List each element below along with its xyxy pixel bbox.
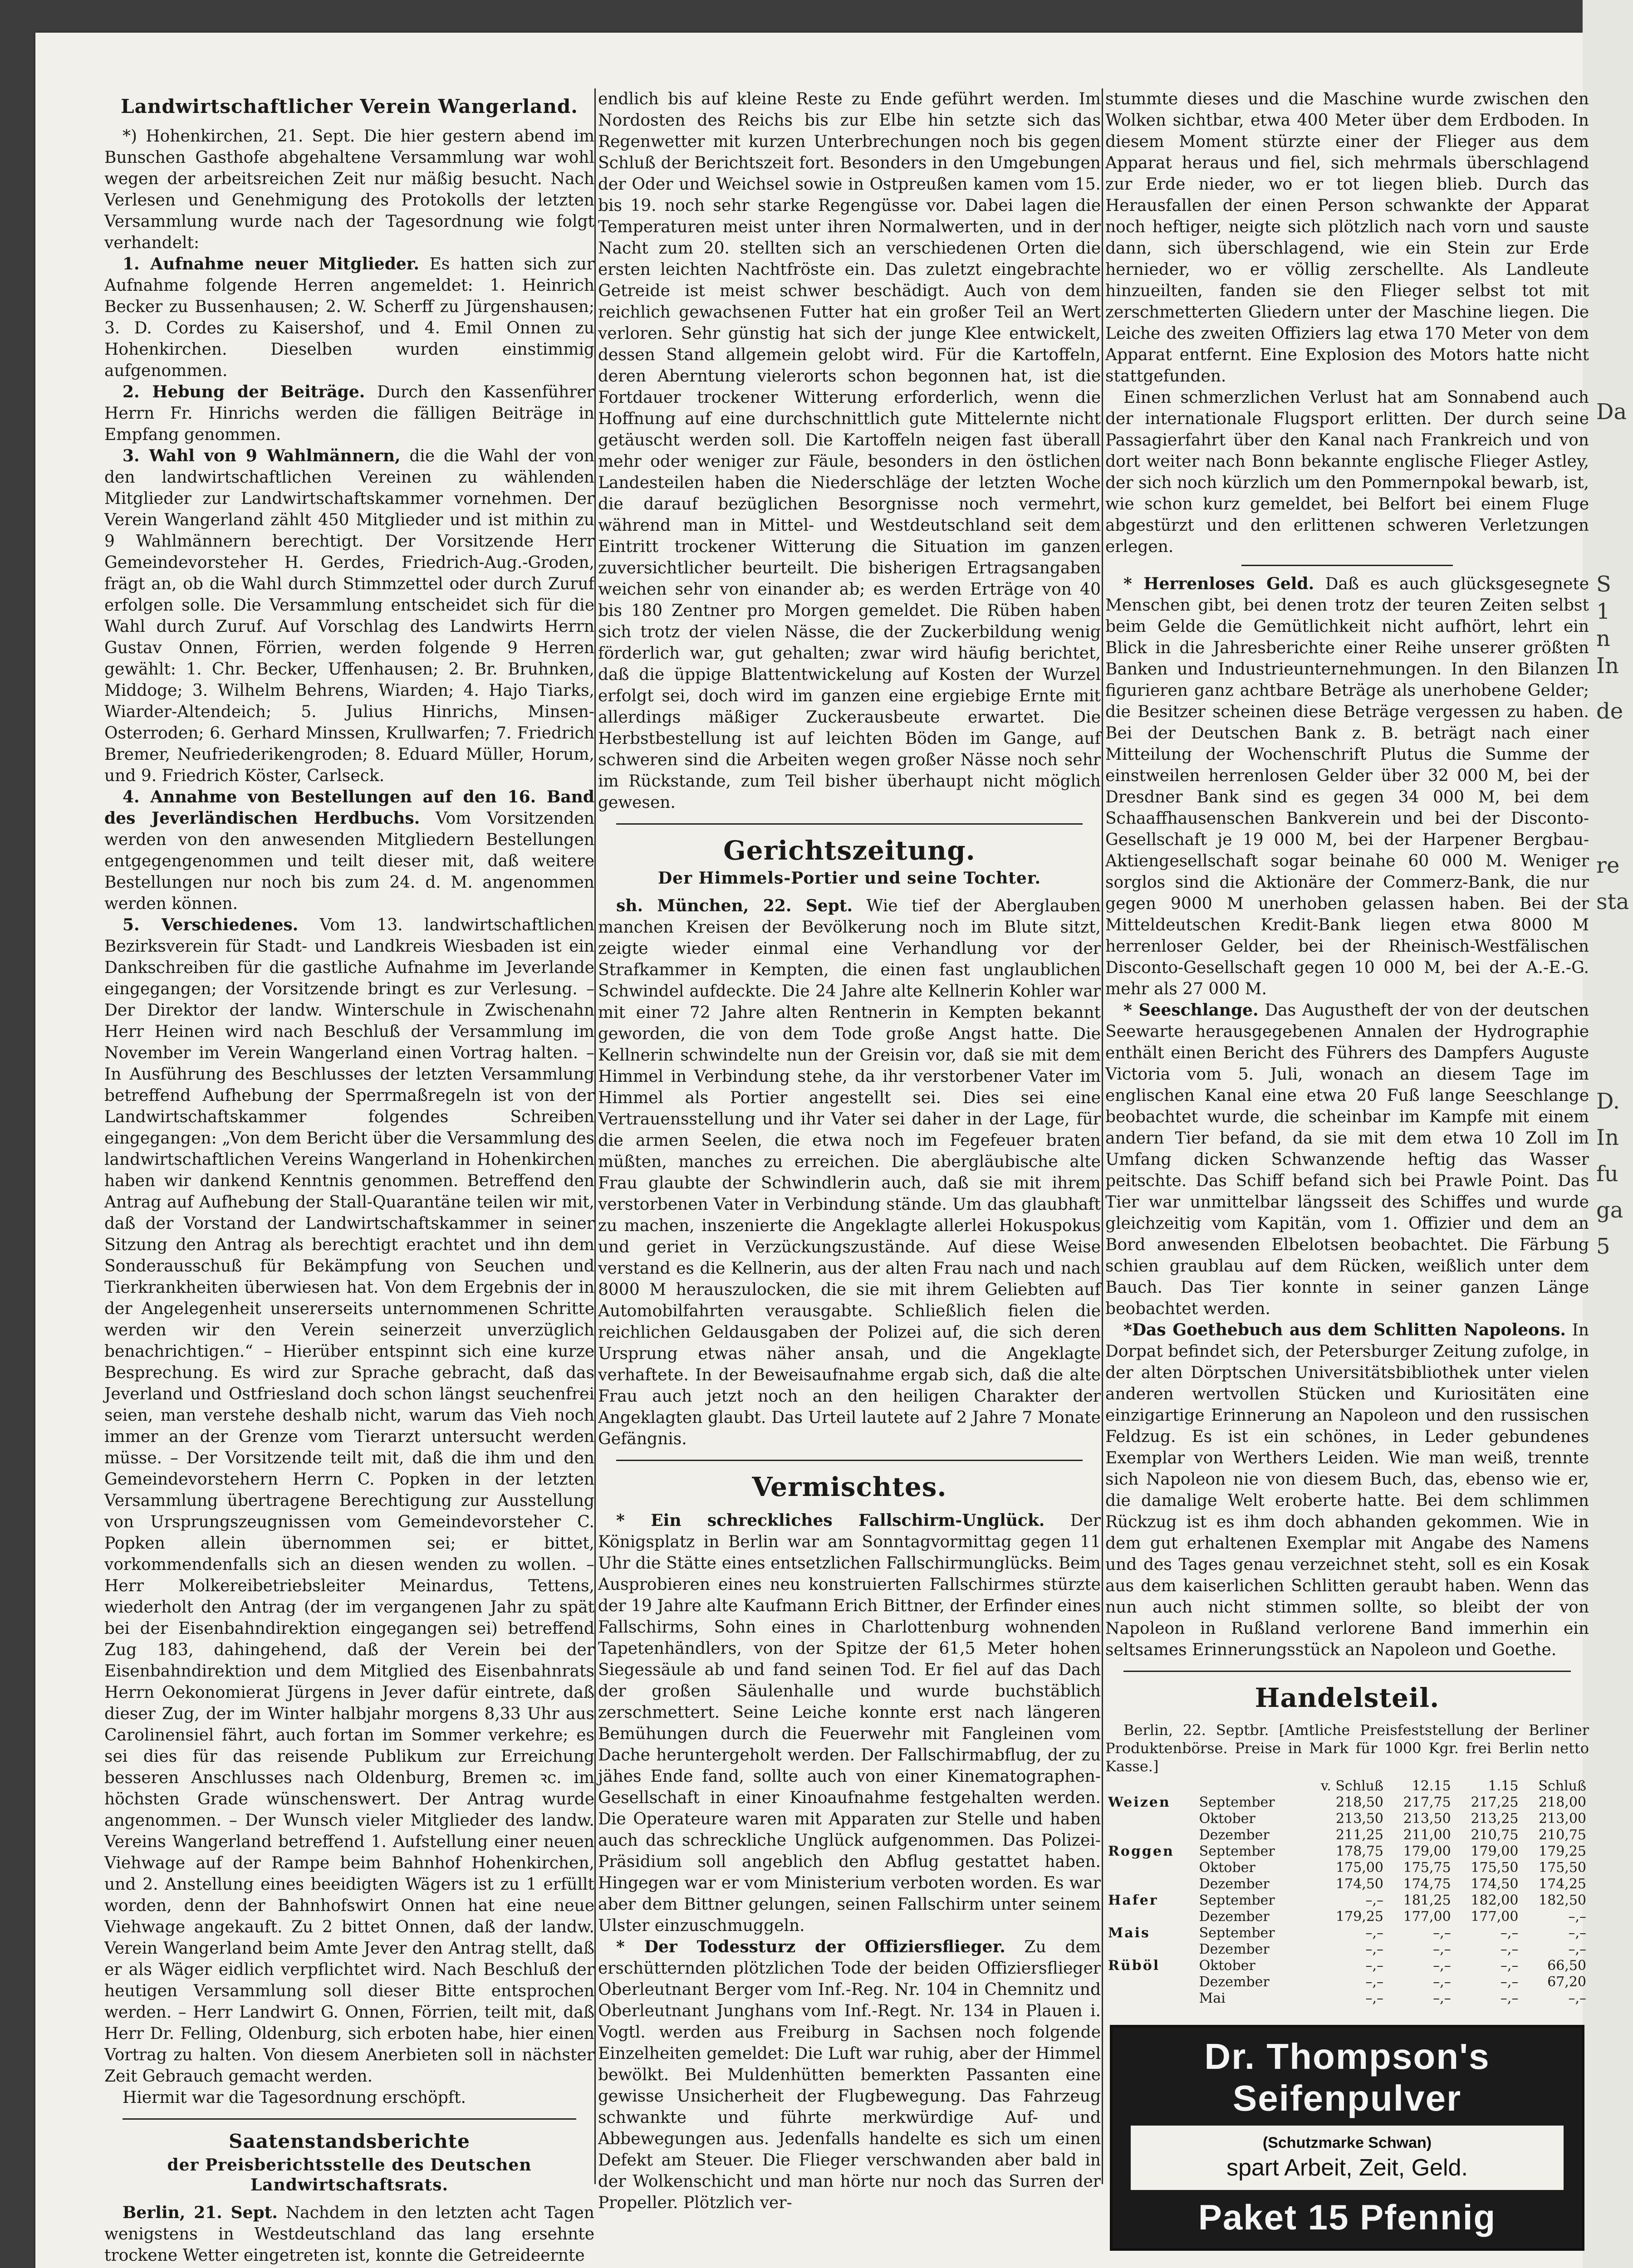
dateline: Berlin, 21. Sept. bbox=[123, 2203, 278, 2222]
agenda-item-title: 4. Annahme von Bestellungen auf den 16. Band des Jeverländischen Herdbuchs. bbox=[104, 787, 594, 828]
price-cell: –,– bbox=[1433, 1974, 1451, 1990]
column-header: 1.15 bbox=[1488, 1778, 1519, 1794]
price-cell: 179,00 bbox=[1471, 1843, 1519, 1859]
price-cell: –,– bbox=[1433, 1990, 1451, 2006]
edge-fragment: 1 bbox=[1596, 599, 1610, 624]
article-continuation: stummte dieses und die Maschine wurde zwischen den Wolken sichtbar, etwa 400 Meter über dem Erdboden. In diesem Moment stürzte einer der Flieger aus dem Apparat heraus und fiel, sich mehrmals überschlagend zur Erde nieder, wo er tot liegen blieb. Durch das Herausfallen der einen Person schwankte der Apparat noch heftiger, neigte sich plötzlich nach vorn und sauste dann, sich überschlagend, wie ein Stein zur Erde hernieder, wo er völlig zerschellte. Als Landleute hinzueilten, fanden sie den Flieger selbst tot mit zerschmetterten Gliedern unter der Maschine liegen. Die Leiche des zweiten Offiziers lag etwa 170 Meter von dem Apparat entfernt. Eine Explosion des Motors hatte nicht stattgefunden. bbox=[1105, 90, 1589, 386]
price-cell: 213,50 bbox=[1336, 1811, 1384, 1827]
agenda-item bbox=[104, 445, 594, 787]
news-item-text: Daß es auch glücksgesegnete Menschen gibt, bei denen trotz der teuren Zeiten selbst beim Gelde die Gemütlichkeit nicht aufhört, lehrt ein Blick in die Jahresberichte einer Reihe unserer größten Banken und Industrieunternehmungen. In den Bilanzen figurieren ganz achtbare Beträge als unerhobene Gelder; die Besitzer scheinen diese Beträge vergessen zu haben. Bei der Deutschen Bank z. B. beträgt nach einer Mitteilung der Wochenschrift Plutus die Summe der einstweilen herrenlosen Gelder über 32 000 M, bei der Dresdner Bank sind es gegen 34 000 M, bei dem Schaaffhausenschen Bankverein und bei der Disconto-Gesellschaft je 19 000 M, bei der Harpener Bergbau-Aktiengesellschaft sogar beinahe 60 000 M. Weniger sorglos sind die Aktionäre der Commerz-Bank, die nur gegen 9000 M unerhoben gelassen haben. Bei der Mitteldeutschen Kredit-Bank liegen etwa 8000 M herrenloser Gelder, bei der Rheinisch-Westfälischen Disconto-Gesellschaft gegen 10 000 M, bei der A.-E.-G. mehr als 27 000 M. bbox=[1105, 575, 1589, 998]
news-item-title: *Das Goethebuch aus dem Schlitten Napoleons. bbox=[1123, 1320, 1566, 1339]
price-cell: 182,00 bbox=[1471, 1892, 1519, 1908]
edge-fragment: Da bbox=[1596, 399, 1627, 425]
price-cell: 213,25 bbox=[1471, 1811, 1519, 1827]
edge-fragment: de bbox=[1596, 699, 1623, 724]
month-cell: Dezember bbox=[1199, 1876, 1270, 1892]
advertisement bbox=[1110, 2025, 1584, 2251]
news-item bbox=[598, 1510, 1101, 1936]
table-row bbox=[1105, 1958, 1589, 1974]
news-item-text: Der Königsplatz in Berlin war am Sonntagvormittag gegen 11 Uhr die Stätte eines entsetzlichen Fallschirmunglücks. Beim Ausprobieren eines neu konstruierten Fallschirmes stürzte der 19 Jahre alte Kaufmann Erich Bittner, der Erfinder eines Fallschirms, Sohn eines in Charlottenburg wohnenden Tapetenhändlers, von der Spitze der 61,5 Meter hohen Siegessäule ab und fand seinen Tod. Er fiel auf das Dach der großen Säulenhalle und wurde buchstäblich zerschmettert. Seine Leiche konnte erst nach längeren Bemühungen durch die Feuerwehr mit Fangleinen vom Dache heruntergeholt werden. Der Fallschirmabflug, der zu jähes Ende fand, sollte auch von einer Kinematographen-Gesellschaft in einer Kinoaufnahme festgehalten werden. Die Operateure waren mit Apparaten zur Stelle und haben auch das schreckliche Unglück aufgenommen. Das Polizei-Präsidium soll angeblich den Abflug gestattet haben. Hingegen war er vom Ministerium verboten worden. Es war aber dem Bittner gelungen, seinen Fallschirm unter seinem Ulster einzuschmuggeln. bbox=[598, 1511, 1101, 1935]
column-header: 12.15 bbox=[1412, 1778, 1451, 1794]
edge-fragment: D. bbox=[1596, 1089, 1620, 1114]
month-cell: Dezember bbox=[1199, 1941, 1270, 1957]
agenda-item bbox=[104, 787, 594, 914]
edge-fragment: fu bbox=[1596, 1161, 1618, 1187]
agenda-closing-text: Hiermit war die Tagesordnung erschöpft. bbox=[123, 2088, 466, 2107]
table-row bbox=[1105, 1990, 1589, 2007]
agenda-item-title: 5. Verschiedenes. bbox=[123, 915, 299, 934]
table-row bbox=[1105, 1843, 1589, 1860]
commodity-cell bbox=[1105, 1941, 1197, 1958]
section-subheading: der Preisberichtsstelle des Deutschen Landwirtschaftsrats. bbox=[167, 2156, 532, 2195]
commodity-cell: Roggen bbox=[1108, 1843, 1174, 1859]
table-row bbox=[1105, 1876, 1589, 1892]
price-cell: 174,25 bbox=[1539, 1876, 1586, 1892]
column-3 bbox=[1105, 88, 1589, 2248]
edge-fragment: sta bbox=[1596, 889, 1629, 914]
price-cell: 179,00 bbox=[1403, 1843, 1451, 1859]
ad-slogan: spart Arbeit, Zeit, Geld. bbox=[1226, 2155, 1468, 2181]
table-row bbox=[1105, 1811, 1589, 1827]
price-cell: 210,75 bbox=[1471, 1827, 1519, 1843]
commodity-cell: Mais bbox=[1108, 1925, 1150, 1941]
commodity-cell bbox=[1105, 1860, 1197, 1876]
edge-fragment: n bbox=[1596, 626, 1610, 651]
table-row bbox=[1105, 1925, 1589, 1941]
price-cell: 177,00 bbox=[1471, 1909, 1519, 1925]
price-cell: –,– bbox=[1568, 1941, 1586, 1957]
news-item-text: Das Augustheft der von der deutschen Seewarte herausgegebenen Annalen der Hydrographie enthält einen Bericht des Führers des Dampfers Auguste Victoria vom 5. Juli, wonach an diesem Tage im englischen Kanal eine etwa 20 Fuß lange Seeschlange beobachtet wurde, die scheinbar im Kampfe mit einem andern Tier befand, da sie mit dem etwa 10 Zoll im Umfang dicken Schwanzende heftig das Wasser peitschte. Das Schiff befand sich bei Prawle Point. Das Tier war unmittelbar längsseit des Schiffes und wurde gleichzeitig vom Kapitän, vom 1. Offizier und dem an Bord anwesenden Elbelotsen beobachtet. Die Färbung schien graublau auf dem Rücken, weißlich unter dem Bauch. Das Tier konnte in seiner ganzen Länge beobachtet werden. bbox=[1105, 1001, 1589, 1318]
news-item-text: In Dorpat befindet sich, der Petersburger Zeitung zufolge, in der alten Dörptschen Universitätsbibliothek unter vielen anderen wertvollen Stücken und Kuriositäten eine einzigartige Erinnerung an Napoleon und den russischen Feldzug. Es ist ein schönes, in Leder gebundenes Exemplar von Werthers Leiden. Wie man weiß, trennte sich Napoleon nie von diesem Buch, das, ebenso wie er, die damalige Welt eroberte hatte. Bei dem schlimmen Rückzug ist es ihm doch abhanden gekommen. Wie in dem gut erhaltenen Exemplar mit Angabe des Namens und des Tages genau verzeichnet steht, soll es ein Kosak aus dem kaiserlichen Schlitten geraubt haben. Wenn das nun auch nicht stimmen sollte, so bleibt der von Napoleon in Rußland verlorene Band immerhin ein seltsames Erinnerungsstück an Napoleon und Goethe. bbox=[1105, 1321, 1589, 1659]
news-item-text: Zu dem erschütternden plötzlichen Tode der beiden Offiziersflieger Oberleutnant Berger vom Inf.-Reg. Nr. 104 in Chemnitz und Oberleutnant Junghans vom Inf.-Regt. Nr. 134 in Plauen i. Vogtl. werden aus Freiburg in Sachsen noch folgende Einzelheiten gemeldet: Die Luft war ruhig, aber der Himmel bewölkt. Bei Muldenhütten bemerkten Passanten eine gewisse Unsicherheit der Flugbewegung. Das Fahrzeug schwankte und führte merkwürdige Auf- und Abbewegungen aus. Jedenfalls handelte es sich um einen Defekt am Steuer. Die Flieger verschwanden aber bald in der Wolkenschicht und man hörte nur noch das Surren der Propeller. Plötzlich ver- bbox=[598, 1938, 1101, 2212]
agenda-closing bbox=[104, 2087, 594, 2108]
price-cell: 213,00 bbox=[1539, 1811, 1586, 1827]
price-cell: 211,25 bbox=[1336, 1827, 1384, 1843]
price-cell: –,– bbox=[1365, 1974, 1384, 1990]
section-rule bbox=[1123, 1671, 1571, 1672]
table-row bbox=[1105, 1941, 1589, 1958]
price-cell: 178,75 bbox=[1336, 1843, 1384, 1859]
month-cell: Oktober bbox=[1199, 1811, 1255, 1827]
price-cell: –,– bbox=[1500, 1974, 1519, 1990]
edge-fragment: 5 bbox=[1596, 1234, 1610, 1259]
column-1 bbox=[104, 88, 595, 2265]
agenda-item-text: Vom 13. landwirtschaftlichen Bezirksverein für Stadt- und Landkreis Wiesbaden ist ein Dankschreiben für die gastliche Aufnahme im Jeverlande eingegangen; der Vorsitzende bringt es zur Verlesung. – Der Direktor der landw. Winterschule in Zwischenahn Herr Heinen wird nach Beschluß der Versammlung im November im Verein Wangerland einen Vortrag halten. – In Ausführung des Beschlusses der letzten Versammlung betreffend Aufhebung der Sperrmaßregeln ist von der Landwirtschaftskammer folgendes Schreiben eingegangen: „Von dem Bericht über die Versammlung des landwirtschaftlichen Vereins Wangerland in Hohenkirchen haben wir dankend Kenntnis genommen. Betreffend den Antrag auf Aufhebung der Stall-Quarantäne teilen wir mit, daß der Vorstand der Landwirtschaftskammer in seiner Sitzung den Antrag als berechtigt erachtet und ihn dem Sonderausschuß für Bekämpfung von Seuchen und Tierkrankheiten überwiesen hat. Von dem Ergebnis der in der Angelegenheit unsererseits unternommenen Schritte werden wir den Verein seinerzeit unverzüglich benachrichtigen.“ – Hierüber entspinnt sich eine kurze Besprechung. Es wird zur Sprache gebracht, daß das Jeverland und Ostfriesland doch schon längst seuchenfrei seien, man verstehe deshalb nicht, warum das Vieh noch immer an der Grenze vom Tierarzt untersucht werden müsse. – Der Vorsitzende teilt mit, daß die ihm und den Gemeindevorstehern Herrn C. Popken in der letzten Versammlung übertragene Berechtigung zur Ausstellung von Ursprungszeugnissen vom Gemeindevorsteher C. Popken allein übernommen sei; er bittet, vorkommendenfalls sich an diesen wenden zu wollen. – Herr Molkereibetriebsleiter Meinardus, Tettens, wiederholt den Antrag (der im vergangenen Jahr zu spät bei der Eisenbahndirektion eingegangen sei) betreffend Zug 183, dahingehend, daß der Verein bei der Eisenbahndirektion und dem Mitglied des Eisenbahnrats Herrn Oekonomierat Jürgens in Jever dafür eintrete, daß dieser Zug, der im Winter halbjahr morgens 8,33 Uhr aus Carolinensiel fährt, auch fortan im Sommer verkehre; es sei dies für das reisende Publikum zur Erreichung besseren Anschlusses nach Oldenburg, Bremen ꝛc. im höchsten Grade wünschenswert. Der Antrag wurde angenommen. – Der Wunsch vieler Mitglieder des landw. Vereins Wangerland betreffend 1. Aufstellung einer neuen Viehwage auf der Rampe beim Bahnhof Hohenkirchen, und 2. Anstellung eines beeidigten Wägers ist zu 1 erfüllt worden, denn der Bahnhofswirt Onnen hat eine neue Viehwage angekauft. Zu 2 bittet Onnen, daß der landw. Verein Wangerland beim Amte Jever den Antrag stellt, daß er als Wäger eidlich verpflichtet wird. Nach Beschluß der heutigen Versammlung soll dieser Bitte entsprochen werden. – Herr Landwirt G. Onnen, Förrien, teilt mit, daß Herr Dr. Felling, Oldenburg, sich erboten habe, hier einen Vortrag zu halten. Von diesem Anerbieten soll in nächster Zeit Gebrauch gemacht werden. bbox=[104, 916, 594, 2086]
price-cell: 182,50 bbox=[1539, 1892, 1586, 1908]
commodity-cell: Rüböl bbox=[1108, 1958, 1160, 1974]
commodity-cell: Weizen bbox=[1108, 1794, 1171, 1810]
month-cell: September bbox=[1199, 1925, 1275, 1941]
commodity-cell bbox=[1105, 1827, 1197, 1843]
table-row bbox=[1105, 1909, 1589, 1925]
column-rule bbox=[1102, 88, 1103, 2184]
price-cell: –,– bbox=[1365, 1925, 1384, 1941]
market-table-body bbox=[1105, 1794, 1589, 2007]
commodity-cell: Hafer bbox=[1108, 1892, 1158, 1908]
agenda-item-text: Vom Vorsitzenden werden von den anwesenden Mitgliedern Bestellungen entgegengenommen und teilt dieser mit, daß weitere Bestellungen nur noch bis zum 24. d. M. angenommen werden können. bbox=[104, 809, 594, 913]
news-item-title: * Herrenloses Geld. bbox=[1123, 574, 1314, 593]
month-cell: Mai bbox=[1199, 1990, 1226, 2006]
price-cell: –,– bbox=[1365, 1941, 1384, 1957]
news-item-title: * Ein schreckliches Fallschirm-Unglück. bbox=[616, 1511, 1045, 1530]
price-cell: 174,50 bbox=[1471, 1876, 1519, 1892]
price-cell: –,– bbox=[1500, 1958, 1519, 1974]
price-cell: 175,00 bbox=[1336, 1860, 1384, 1876]
price-cell: 66,50 bbox=[1547, 1958, 1586, 1974]
month-cell: Dezember bbox=[1199, 1909, 1270, 1925]
market-intro: Berlin, 22. Septbr. [Amtliche Preisfeststellung der Berliner Produktenbörse. Preise in Mark für 1000 Kgr. frei Berlin netto Kasse.] bbox=[1105, 1721, 1589, 1775]
price-cell: 218,50 bbox=[1336, 1794, 1384, 1810]
commodity-cell bbox=[1105, 1811, 1197, 1827]
article-heading: Der Himmels-Portier und seine Tochter. bbox=[657, 869, 1041, 888]
news-item bbox=[598, 1936, 1101, 2214]
ad-price: Paket 15 Pfennig bbox=[1198, 2197, 1496, 2237]
article-heading: Landwirtschaftlicher Verein Wangerland. bbox=[121, 95, 578, 117]
price-cell: 211,00 bbox=[1403, 1827, 1451, 1843]
price-cell: –,– bbox=[1433, 1941, 1451, 1957]
edge-fragment: In bbox=[1596, 653, 1619, 679]
price-cell: 217,75 bbox=[1403, 1794, 1451, 1810]
price-cell: –,– bbox=[1433, 1925, 1451, 1941]
agenda-item-title: 1. Aufnahme neuer Mitglieder. bbox=[123, 254, 419, 274]
month-cell: Oktober bbox=[1199, 1860, 1255, 1876]
edge-fragment: S bbox=[1596, 572, 1611, 597]
section-heading: Handelsteil. bbox=[1255, 1682, 1440, 1713]
month-cell: September bbox=[1199, 1843, 1275, 1859]
ad-inner-panel bbox=[1131, 2126, 1564, 2190]
edge-fragment: ga bbox=[1596, 1198, 1623, 1223]
news-item bbox=[1105, 1000, 1589, 1320]
price-cell: 179,25 bbox=[1336, 1909, 1384, 1925]
month-cell: Dezember bbox=[1199, 1974, 1270, 1990]
month-cell: Dezember bbox=[1199, 1827, 1270, 1843]
news-item-title: * Seeschlange. bbox=[1123, 1001, 1259, 1020]
agenda-item-text: die die Wahl der von den landwirtschaftlichen Vereinen zu wählenden Mitglieder zur Landwirtschaftskammer vornehmen. Der Verein Wangerland zählt 450 Mitglieder und ist mithin zu 9 Wahlmännern berechtigt. Der Vorsitzende Herr Gemeindevorsteher H. Gerdes, Friedrich-Aug.-Groden, frägt an, ob die Wahl durch Stimmzettel oder durch Zuruf erfolgen solle. Die Versammlung entscheidet sich für die Wahl durch Zuruf. Auf Vorschlag des Landwirts Herrn Gustav Onnen, Förrien, werden folgende 9 Herren gewählt: 1. Chr. Becker, Uffenhausen; 2. Br. Bruhnken, Middoge; 3. Wilhelm Behrens, Wiarden; 4. Hajo Tiarks, Wiarder-Altendeich; 5. Julius Hinrichs, Minsen-Osterroden; 6. Gerhard Minssen, Krullwarfen; 7. Friedrich Bremer, Neufriederikengroden; 8. Eduard Müller, Horum, und 9. Friedrich Köster, Carlseck. bbox=[104, 447, 594, 785]
commodity-cell bbox=[1105, 1876, 1197, 1892]
price-cell: 218,00 bbox=[1539, 1794, 1586, 1810]
section-rule bbox=[616, 1460, 1083, 1461]
agenda-item-text: Es hatten sich zur Aufnahme folgende Herren angemeldet: 1. Heinrich Becker zu Bussenhausen; 2. W. Scherff zu Jürgenshausen; 3. D. Cordes zu Kaisershof, und 4. Emil Onnen zu Hohenkirchen. Dieselben wurden einstimmig aufgenommen. bbox=[104, 255, 595, 380]
table-row bbox=[1105, 1827, 1589, 1843]
commodity-cell bbox=[1105, 1974, 1197, 1990]
month-cell: September bbox=[1199, 1794, 1275, 1810]
price-cell: –,– bbox=[1365, 1892, 1384, 1908]
month-cell: Oktober bbox=[1199, 1958, 1255, 1974]
table-row bbox=[1105, 1892, 1589, 1909]
commodity-cell bbox=[1105, 1909, 1197, 1925]
agenda-item bbox=[104, 381, 594, 445]
price-cell: –,– bbox=[1500, 1925, 1519, 1941]
price-cell: 210,75 bbox=[1539, 1827, 1586, 1843]
news-item bbox=[1105, 1320, 1589, 1661]
price-cell: –,– bbox=[1365, 1958, 1384, 1974]
table-header-row bbox=[1105, 1778, 1589, 1794]
price-cell: 213,50 bbox=[1403, 1811, 1451, 1827]
month-cell: September bbox=[1199, 1892, 1275, 1908]
price-cell: –,– bbox=[1568, 1909, 1586, 1925]
price-cell: 217,25 bbox=[1471, 1794, 1519, 1810]
column-2 bbox=[598, 88, 1101, 2248]
section-heading: Gerichtszeitung. bbox=[723, 835, 976, 866]
ad-trademark: (Schutzmarke Schwan) bbox=[1262, 2134, 1432, 2151]
table-row bbox=[1105, 1860, 1589, 1876]
section-rule bbox=[616, 823, 1083, 825]
price-cell: 175,50 bbox=[1471, 1860, 1519, 1876]
edge-fragment: re bbox=[1596, 853, 1620, 878]
section-rule bbox=[123, 2118, 576, 2120]
news-item-title: * Der Todessturz der Offiziersflieger. bbox=[616, 1937, 1005, 1956]
edge-fragment: In bbox=[1596, 1125, 1619, 1150]
price-cell: 175,50 bbox=[1539, 1860, 1586, 1876]
agenda-item-title: 3. Wahl von 9 Wahlmännern, bbox=[123, 446, 401, 465]
column-rule bbox=[594, 88, 596, 2184]
section-heading: Saatenstandsberichte bbox=[229, 2130, 470, 2152]
market-price-table bbox=[1105, 1778, 1589, 2007]
agenda-item bbox=[104, 254, 594, 381]
agenda-item bbox=[104, 914, 594, 2087]
article-body bbox=[104, 2202, 594, 2266]
price-cell: –,– bbox=[1433, 1958, 1451, 1974]
table-row bbox=[1105, 1794, 1589, 1811]
price-cell: 174,75 bbox=[1403, 1876, 1451, 1892]
price-cell: 179,25 bbox=[1539, 1843, 1586, 1859]
item-rule bbox=[1241, 565, 1453, 566]
agenda-item-title: 2. Hebung der Beiträge. bbox=[123, 382, 365, 401]
article-text: Wie tief der Aberglauben manchen Kreisen der Bevölkerung noch im Blute sitzt, zeigte wieder einmal eine Verhandlung vor der Strafkammer in Kempten, die einen fast unglaublichen Schwindel aufdeckte. Die 24 Jahre alte Kellnerin Kohler war mit einer 72 Jahre alten Rentnerin in Kempten bekannt geworden, die von dem Tode große Angst hatte. Die Kellnerin schwindelte nun der Greisin vor, daß sie mit dem Himmel in Verbindung stehe, da ihr verstorbener Vater im Himmel als Portier angestellt sei. Dies sei eine Vertrauensstellung und ihr Vater sei daher in der Lage, für die armen Seelen, die etwa noch im Fegefeuer braten müßten, manches zu erreichen. Die abergläubische alte Frau glaubte der Schwindlerin auch, daß sie mit ihrem verstorbenen Vater in Verbindung stände. Um das glaubhaft zu machen, inszenierte die Angeklagte allerlei Hokuspokus und geriet in Verzückungszustände. Auf diese Weise verstand es die Kellnerin, aus der alten Frau nach und nach 8000 M herauszulocken, die sie mit ihrem Geliebten auf Automobilfahrten verausgabte. Schließlich fielen die reichlichen Geldausgaben der Polizei auf, die sich deren Ursprung etwas näher ansah, und die Angeklagte verhaftete. In der Beweisaufnahme ergab sich, daß die alte Frau auch jetzt noch an den heiligen Charakter der Angeklagten glaubt. Das Urteil lautete auf 2 Jahre 7 Monate Gefängnis. bbox=[598, 897, 1101, 1448]
price-cell: –,– bbox=[1500, 1941, 1519, 1957]
commodity-cell bbox=[1105, 1990, 1197, 2007]
dateline: sh. München, 22. Sept. bbox=[616, 896, 853, 915]
article-body bbox=[598, 895, 1101, 1450]
table-row bbox=[1105, 1974, 1589, 1990]
price-cell: –,– bbox=[1568, 1990, 1586, 2006]
ad-title: Dr. Thompson's bbox=[1204, 2036, 1490, 2077]
price-cell: 177,00 bbox=[1403, 1909, 1451, 1925]
price-cell: 175,75 bbox=[1403, 1860, 1451, 1876]
price-cell: 174,50 bbox=[1336, 1876, 1384, 1892]
article-intro: *) Hohenkirchen, 21. Sept. Die hier gestern abend im Bunschen Gasthofe abgehaltene Versammlung war wohl wegen der arbeitsreichen Zeit nur mäßig besucht. Nach Verlesen und Genehmigung des Protokolls der letzten Versammlung wurde nach der Tagesordnung wie folgt verhandelt: bbox=[104, 127, 594, 252]
article-paragraph: Einen schmerzlichen Verlust hat am Sonnabend auch der internationale Flugsport erlitten. Der durch seine Passagierfahrt über den Kanal nach Frankreich und von dort weiter nach Bonn bekannte englische Flieger Astley, der sich noch kürzlich um den Pommernpokal bewarb, ist, wie schon kurz gemeldet, bei Belfort bei einem Fluge abgestürzt und den erlittenen schweren Verletzungen erlegen. bbox=[1105, 388, 1589, 556]
adjacent-page-edge bbox=[1583, 0, 1633, 2268]
column-header: Schluß bbox=[1538, 1778, 1586, 1794]
section-heading: Vermischtes. bbox=[752, 1471, 947, 1502]
article-text: Nachdem in den letzten acht Tagen wenigstens in Westdeutschland das lang ersehnte trockene Wetter eingetreten ist, konnte die Getreideernte bbox=[104, 2204, 594, 2265]
news-item bbox=[1105, 573, 1589, 1000]
price-cell: –,– bbox=[1568, 1925, 1586, 1941]
ad-product: Seifenpulver bbox=[1232, 2078, 1462, 2118]
price-cell: –,– bbox=[1500, 1990, 1519, 2006]
column-header: v. Schluß bbox=[1320, 1778, 1384, 1794]
price-cell: 181,25 bbox=[1403, 1892, 1451, 1908]
price-cell: –,– bbox=[1365, 1990, 1384, 2006]
article-continuation: endlich bis auf kleine Reste zu Ende geführt werden. Im Nordosten des Reichs bis zur Elbe hin setzte sich das Regenwetter mit kurzen Unterbrechungen noch bis gegen Schluß der Berichtszeit fort. Besonders in den Umgebungen der Oder und Weichsel sowie in Ostpreußen kamen vom 15. bis 19. noch sehr starke Regengüsse vor. Dabei lagen die Temperaturen meist unter ihren Normalwerten, und in der Nacht zum 20. stellten sich an verschiedenen Orten die ersten leichten Nachtfröste ein. Das zuletzt eingebrachte Getreide ist meist schwer beschädigt. Auch von dem reichlich gewachsenen Futter hat ein großer Teil an Wert verloren. Sehr günstig hat sich der junge Klee entwickelt, dessen Stand allgemein gelobt wird. Für die Kartoffeln, deren Aberntung vielerorts schon begonnen hat, ist die Fortdauer trockener Witterung erforderlich, wenn die Hoffnung auf eine durchschnittlich gute Mittelernte nicht getäuscht werden soll. Die Kartoffeln neigen fast überall mehr oder weniger zur Fäule, besonders in den östlichen Landesteilen haben die Niederschläge der letzten Woche die darauf bezüglichen Besorgnisse noch vermehrt, während man in Mittel- und Westdeutschland seit dem Eintritt trockener Witterung die Situation im ganzen zuversichtlicher beurteilt. Die bisherigen Ertragsangaben weichen sehr von einander ab; es werden Erträge von 40 bis 180 Zentner pro Morgen gemeldet. Die Rüben haben sich trotz der vielen Nässe, die der Zuckerbildung wenig förderlich war, gut gehalten; zwar wird häufig berichtet, daß die üppige Blattentwickelung auf Kosten der Wurzel erfolgt sei, doch wird im ganzen eine ergiebige Ernte mit allerdings mäßiger Zuckerausbeute erwartet. Die Herbstbestellung ist auf leichten Böden im Gange, auf schweren sind die Arbeiten wegen großer Nässe noch sehr im Rückstande, zum Teil bisher überhaupt nicht möglich gewesen. bbox=[598, 90, 1101, 812]
agenda-item-text: Durch den Kassenführer Herrn Fr. Hinrichs werden die fälligen Beiträge in Empfang genommen. bbox=[104, 383, 594, 444]
price-cell: 67,20 bbox=[1547, 1974, 1586, 1990]
